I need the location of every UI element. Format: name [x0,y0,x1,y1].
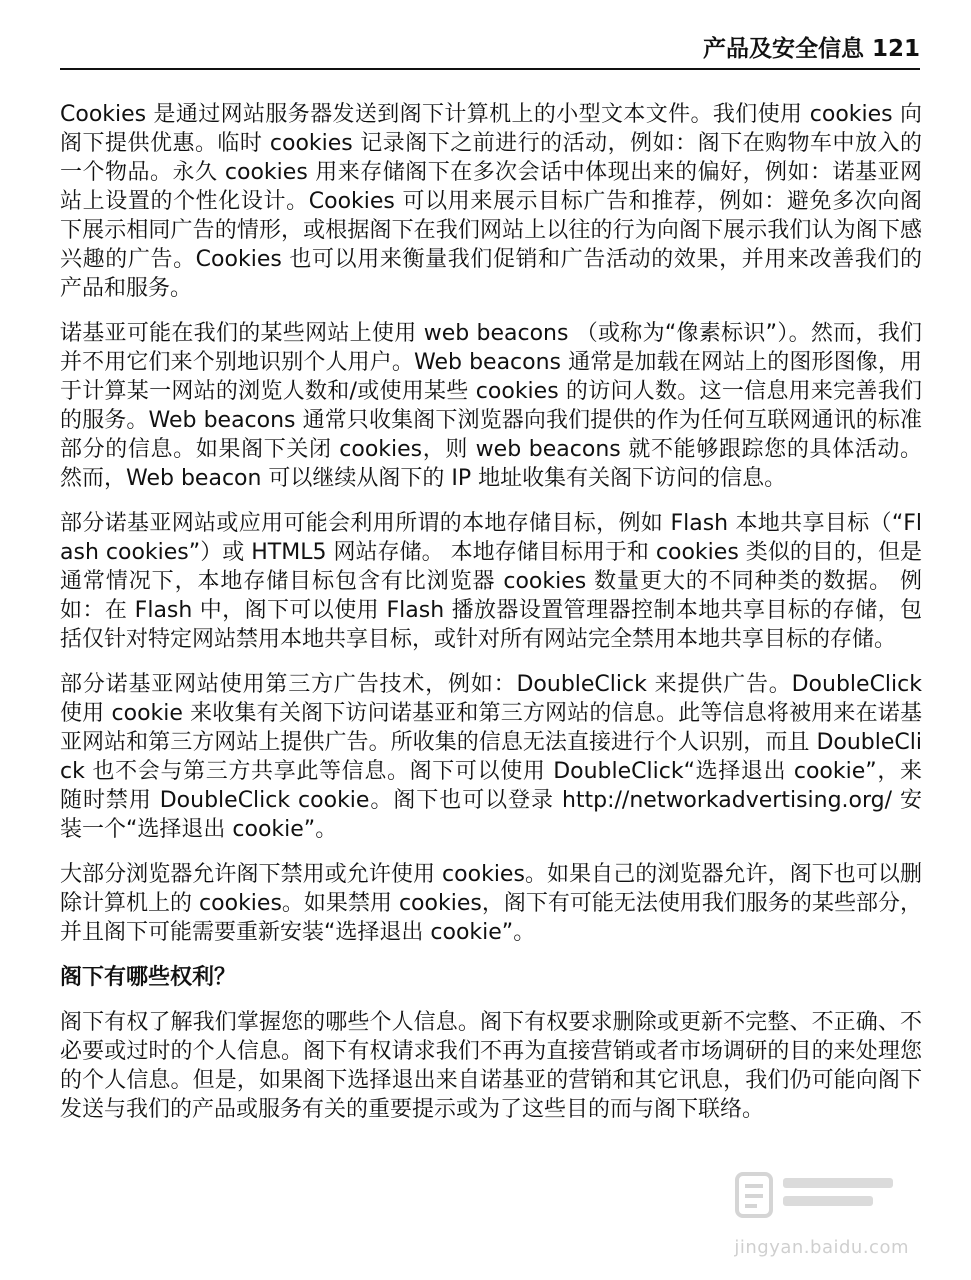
body-text [60,100,922,1140]
running-header-title: 产品及安全信息 [702,36,864,62]
paragraph-cookies-intro: Cookies 是通过网站服务器发送到阁下计算机上的小型文本文件。我们使用 cookies 向阁下提供优惠。临时 cookies 记录阁下之前进行的活动，例如：阁下在购物车中放入的一个物品。永久 cookies 用来存储阁下在多次会话中体现出来的偏好，例如：诺基亚网站上设置的个性化设计。Cookies 可以用来展示目标广告和推荐，例如：避免多次向阁下展示相同广告的情形，或根据阁下在我们网站上以往的行为向阁下展示我们认为阁下感兴趣的广告。Cookies 也可以用来衡量我们促销和广告活动的效果，并用来改善我们的产品和服务。 [60,102,922,301]
paragraph-rights: 阁下有权了解我们掌握您的哪些个人信息。阁下有权要求删除或更新不完整、不正确、不必要或过时的个人信息。阁下有权请求我们不再为直接营销或者市场调研的目的来处理您的个人信息。但是，如果阁下选择退出来自诺基亚的营销和其它讯息，我们仍可能向阁下发送与我们的产品或服务有关的重要提示或为了这些目的而与阁下联络。 [60,1010,922,1122]
paragraph-doubleclick: 部分诺基亚网站使用第三方广告技术，例如：DoubleClick 来提供广告。DoubleClick 使用 cookie 来收集有关阁下访问诺基亚和第三方网站的信息。此等信息将被用来在诺基亚网站和第三方网站上提供广告。所收集的信息无法直接进行个人识别，而且 DoubleClick 也不会与第三方共享此等信息。阁下可以使用 DoubleClick“选择退出 cookie”，来随时禁用 DoubleClick cookie。阁下也可以登录 http://networkadvertising.org/ 安装一个“选择退出 cookie”。 [60,672,922,842]
paragraph-web-beacons: 诺基亚可能在我们的某些网站上使用 web beacons （或称为“像素标识”）。然而，我们并不用它们来个别地识别个人用户。Web beacons 通常是加载在网站上的图形图像，用于计算某一网站的浏览人数和/或使用某些 cookies 的访问人数。这一信息用来完善我们的服务。Web beacons 通常只收集阁下浏览器向我们提供的作为任何互联网通讯的标准部分的信息。如果阁下关闭 cookies，则 web beacons 就不能够跟踪您的具体活动。然而，Web beacon 可以继续从阁下的 IP 地址收集有关阁下访问的信息。 [60,321,922,491]
paragraph-local-storage: 部分诺基亚网站或应用可能会利用所谓的本地存储目标，例如 Flash 本地共享目标（“Flash cookies”）或 HTML5 网站存储。 本地存储目标用于和 cookies 类似的目的，但是通常情况下，本地存储目标包含有比浏览器 cookies 数量更大的不同种类的数据。 例如：在 Flash 中，阁下可以使用 Flash 播放器设置管理器控制本地共享目标的存储，包括仅针对特定网站禁用本地共享目标，或针对所有网站完全禁用本地共享目标的存储。 [60,511,922,652]
paragraph-browser-settings: 大部分浏览器允许阁下禁用或允许使用 cookies。如果自己的浏览器允许，阁下也可以删除计算机上的 cookies。如果禁用 cookies，阁下有可能无法使用我们服务的某些部分，并且阁下可能需要重新安装“选择退出 cookie”。 [60,862,922,945]
running-header [60,34,920,70]
baidu-jingyan-logo-icon [733,1168,903,1224]
section-heading-rights: 阁下有哪些权利？ [60,965,237,990]
watermark-text: jingyan.baidu.com [734,1237,909,1258]
baidu-watermark [713,1168,913,1258]
page-number: 121 [871,36,920,62]
